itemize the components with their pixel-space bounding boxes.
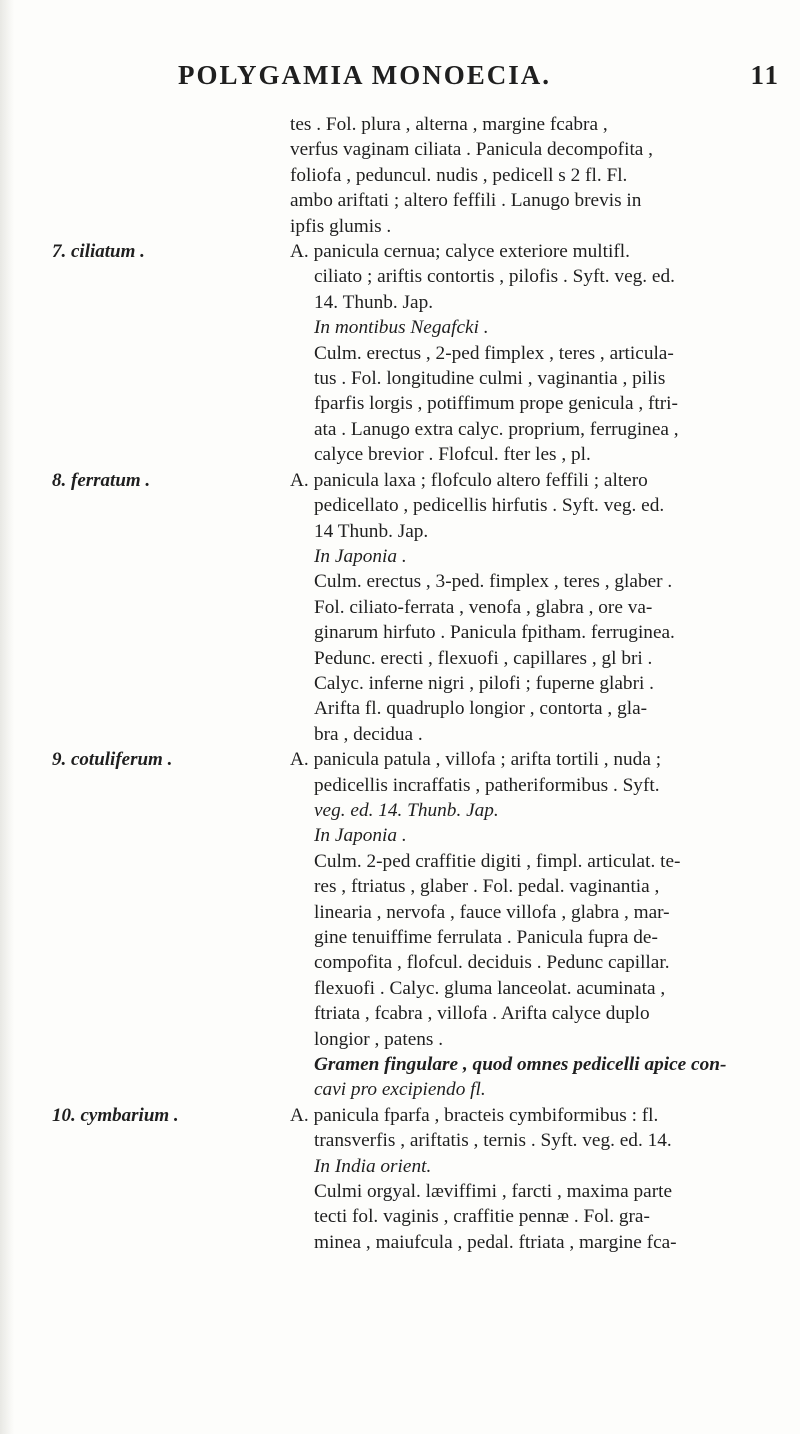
text-line: A. panicula fparfa , bracteis cymbiformibus : fl. <box>290 1104 659 1126</box>
text-line: foliofa , peduncul. nudis , pedicell s 2 fl. Fl. <box>290 164 628 186</box>
species-entry <box>52 1103 792 1255</box>
text-line: A. panicula patula , villofa ; arifta tortili , nuda ; <box>290 749 662 771</box>
running-title: POLYGAMIA MONOECIA. <box>178 60 552 90</box>
text-line: 14 Thunb. Jap. <box>314 520 429 542</box>
text-line: ata . Lanugo extra calyc. proprium, ferruginea , <box>314 418 679 440</box>
text-line: In Japonia . <box>314 545 407 567</box>
text-line: In montibus Negafcki . <box>314 317 489 339</box>
species-number-name: 7. ciliatum . <box>52 241 145 263</box>
text-line: pedicellato , pedicellis hirfutis . Syft. veg. ed. <box>314 495 665 517</box>
species-number-name: 9. cotuliferum . <box>52 749 173 771</box>
continued-description <box>52 112 792 239</box>
page-edge-shadow <box>0 0 14 1434</box>
text-line: tes . Fol. plura , alterna , margine fcabra , <box>290 114 608 135</box>
text-line: In Japonia . <box>314 825 407 847</box>
text-line: ciliato ; ariftis contortis , pilofis . Syft. veg. ed. <box>314 266 675 288</box>
species-number-name: 10. cymbarium . <box>52 1104 179 1126</box>
text-line: tecti fol. vaginis , craffitie pennæ . Fol. gra- <box>314 1206 650 1228</box>
text-line: 14. Thunb. Jap. <box>314 291 434 313</box>
species-entry <box>52 239 792 468</box>
text-line: Fol. ciliato-ferrata , venofa , glabra , ore va- <box>314 596 653 618</box>
text-line: transverfis , ariftatis , ternis . Syft. veg. ed. 14. <box>314 1130 672 1152</box>
text-line: flexuofi . Calyc. gluma lanceolat. acuminata , <box>314 977 666 999</box>
text-line: Pedunc. erecti , flexuofi , capillares , gl bri . <box>314 647 653 669</box>
text-line: verfus vaginam ciliata . Panicula decompofita , <box>290 139 654 161</box>
species-entry <box>52 468 792 747</box>
text-line: ginarum hirfuto . Panicula fpitham. ferruginea. <box>314 622 675 644</box>
text-line: Gramen fingulare , quod omnes pedicelli apice con- <box>314 1054 727 1076</box>
page-body <box>52 112 792 1255</box>
text-line: In India orient. <box>314 1155 432 1177</box>
text-line: linearia , nervofa , fauce villofa , glabra , mar- <box>314 901 670 923</box>
text-line: pedicellis incraffatis , patheriformibus . Syft. <box>314 774 660 796</box>
text-line: veg. ed. 14. Thunb. Jap. <box>314 799 499 821</box>
text-line: Culm. 2-ped craffitie digiti , fimpl. articulat. te- <box>314 850 681 872</box>
text-line: bra , decidua . <box>314 723 423 745</box>
text-line: tus . Fol. longitudine culmi , vaginantia , pilis <box>314 368 666 390</box>
text-line: res , ftriatus , glaber . Fol. pedal. vaginantia , <box>314 876 660 898</box>
text-line: gine tenuiffime ferrulata . Panicula fupra de- <box>314 927 658 948</box>
text-line: Calyc. inferne nigri , pilofi ; fuperne glabri . <box>314 672 654 694</box>
text-line: A. panicula cernua; calyce exteriore multifl. <box>290 241 630 263</box>
text-line: fparfis lorgis , potiffimum prope geniculа , ftri- <box>314 393 678 415</box>
text-line: cavi pro excipiendo fl. <box>314 1079 486 1101</box>
text-line: compofita , flofcul. deciduis . Pedunc capillar. <box>314 952 670 974</box>
text-line: calyce brevior . Flofcul. fter les , pl. <box>314 444 591 466</box>
text-line: minea , maiufcula , pedal. ftriata , margine fca- <box>314 1231 677 1253</box>
text-line: Culm. erectus , 2-ped fimplex , teres , articula- <box>314 342 674 364</box>
text-line: A. panicula laxa ; flofculo altero feffili ; altero <box>290 469 648 491</box>
page-number: 11 <box>750 60 780 90</box>
text-line: ambo ariftati ; altero feffili . Lanugo brevis in <box>290 190 642 212</box>
text-line: Culm. erectus , 3-ped. fimplex , teres , glaber . <box>314 571 673 593</box>
text-line: ipfis glumis . <box>290 215 392 237</box>
text-line: ftriata , fcabra , villofa . Arifta calyce duplo <box>314 1003 650 1025</box>
text-line: Arifta fl. quadruplo longior , contorta , gla- <box>314 698 648 720</box>
species-number-name: 8. ferratum . <box>52 469 151 491</box>
text-line: longior , patens . <box>314 1028 444 1050</box>
species-entry <box>52 747 792 1103</box>
running-header <box>178 58 780 98</box>
text-line: Culmi orgyal. læviffimi , farcti , maxima parte <box>314 1181 673 1203</box>
species-entries <box>52 239 792 1255</box>
